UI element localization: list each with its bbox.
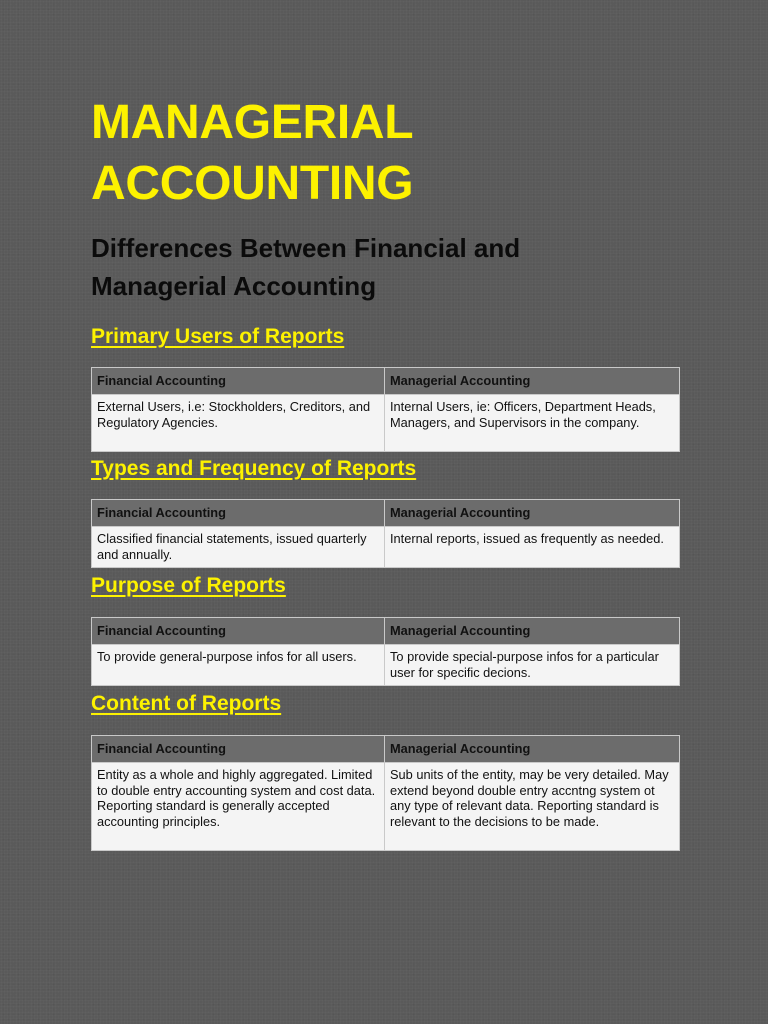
column-header-financial: Financial Accounting — [92, 368, 385, 395]
table-header-row — [92, 736, 680, 763]
table-header-row — [92, 500, 680, 527]
page-title: MANAGERIAL ACCOUNTING — [91, 96, 414, 210]
table-header-row — [92, 368, 680, 395]
cell-financial: Classified financial statements, issued quarterly and annually. — [92, 527, 385, 568]
table-row — [92, 645, 680, 686]
column-header-financial: Financial Accounting — [92, 736, 385, 763]
cell-managerial: Sub units of the entity, may be very detailed. May extend beyond double entry accntng system ot any type of relevant data. Reporting standard is relevant to the decisions to be made. — [385, 763, 680, 851]
comparison-table-types-frequency — [91, 499, 680, 568]
page-subtitle: Differences Between Financial and Managerial Accounting — [91, 233, 521, 301]
comparison-table-content — [91, 735, 680, 851]
column-header-financial: Financial Accounting — [92, 500, 385, 527]
cell-financial: Entity as a whole and highly aggregated. Limited to double entry accounting system and cost data. Reporting standard is generally accepted accounting principles. — [92, 763, 385, 851]
column-header-managerial: Managerial Accounting — [385, 368, 680, 395]
section-heading-types-frequency: Types and Frequency of Reports — [91, 457, 417, 480]
cell-managerial: Internal Users, ie: Officers, Department Heads, Managers, and Supervisors in the company. — [385, 395, 680, 452]
cell-managerial: To provide special-purpose infos for a particular user for specific decions. — [385, 645, 680, 686]
column-header-managerial: Managerial Accounting — [385, 500, 680, 527]
column-header-financial: Financial Accounting — [92, 618, 385, 645]
cell-financial: To provide general-purpose infos for all users. — [92, 645, 385, 686]
cell-managerial: Internal reports, issued as frequently as needed. — [385, 527, 680, 568]
section-heading-primary-users: Primary Users of Reports — [91, 325, 345, 348]
cell-financial: External Users, i.e: Stockholders, Creditors, and Regulatory Agencies. — [92, 395, 385, 452]
table-row — [92, 395, 680, 452]
column-header-managerial: Managerial Accounting — [385, 736, 680, 763]
table-row — [92, 527, 680, 568]
comparison-table-purpose — [91, 617, 680, 686]
table-header-row — [92, 618, 680, 645]
comparison-table-primary-users — [91, 367, 680, 452]
column-header-managerial: Managerial Accounting — [385, 618, 680, 645]
table-row — [92, 763, 680, 851]
section-heading-purpose: Purpose of Reports — [91, 574, 286, 597]
section-heading-content: Content of Reports — [91, 692, 282, 715]
